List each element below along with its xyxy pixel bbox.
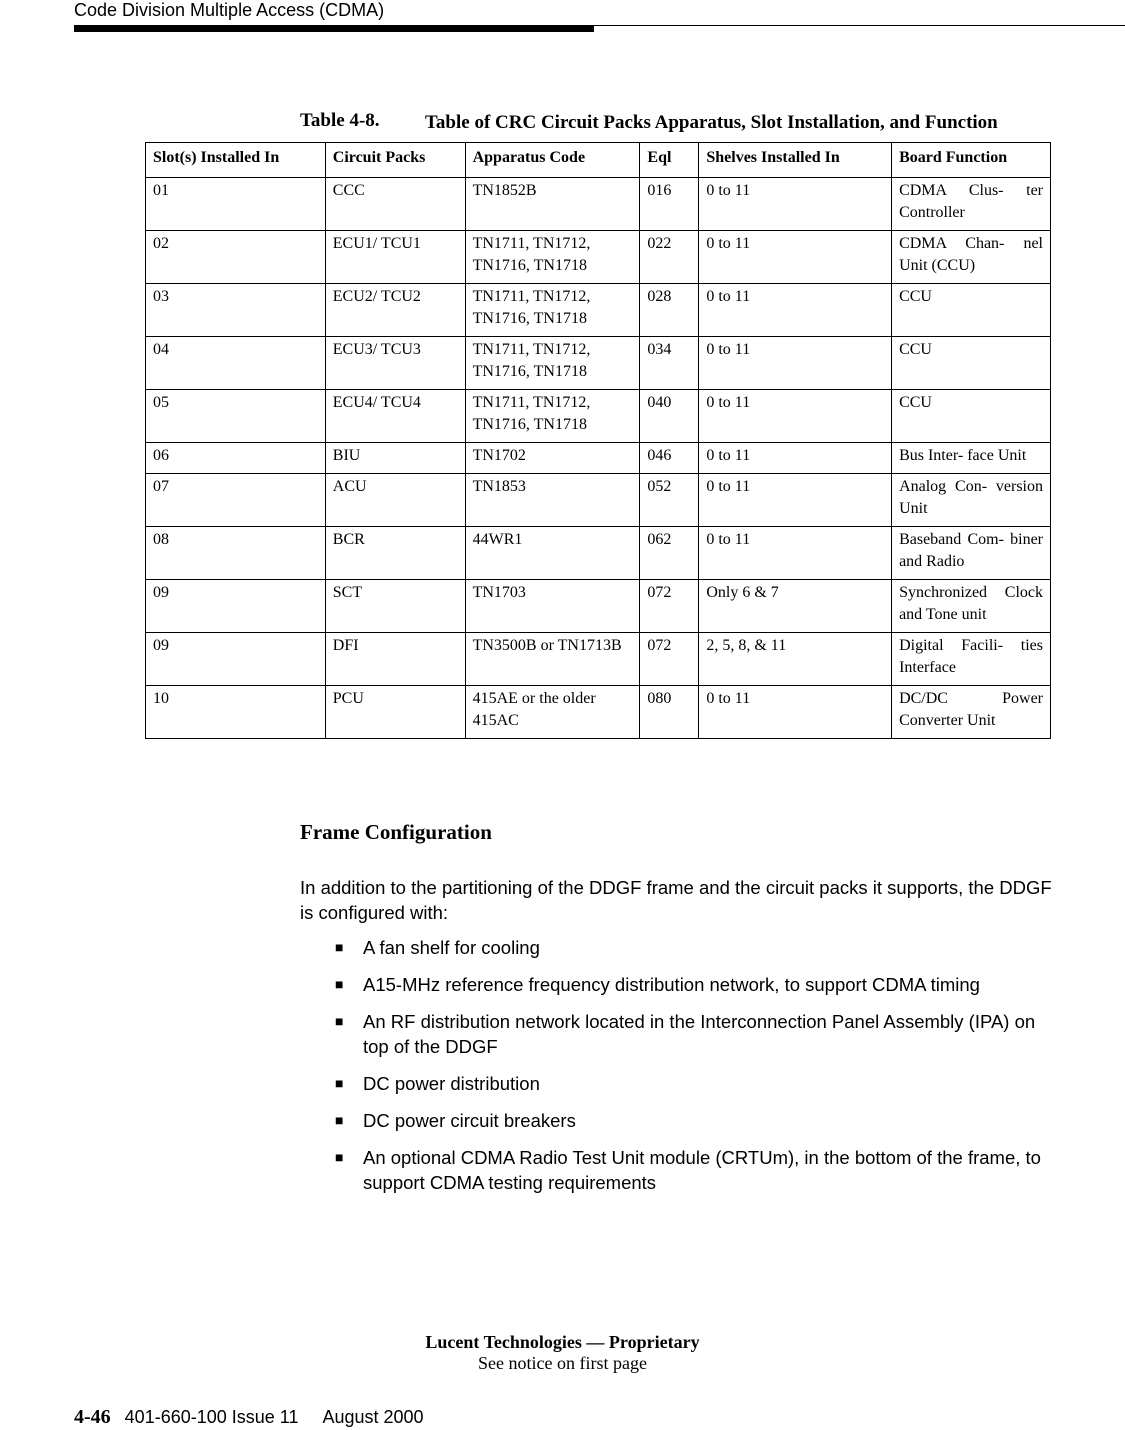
slot-cell: 01: [146, 178, 326, 231]
table-caption-number: Table 4-8.: [300, 110, 380, 131]
board-function-cell: Analog Con- version Unit: [892, 474, 1051, 527]
eql-cell: 072: [640, 633, 699, 686]
board-function-cell: CDMA Chan- nel Unit (CCU): [892, 231, 1051, 284]
board-function-cell: CCU: [892, 337, 1051, 390]
header-rule-thick: [74, 25, 594, 32]
shelves-cell: Only 6 & 7: [699, 580, 892, 633]
circuit-packs-table: [145, 142, 1051, 739]
running-header-title: Code Division Multiple Access (CDMA): [74, 0, 385, 20]
board-function-cell: Baseband Com- biner and Radio: [892, 527, 1051, 580]
circuit-pack-cell: ECU2/ TCU2: [325, 284, 465, 337]
list-item-text: A fan shelf for cooling: [363, 937, 540, 958]
list-item: [335, 1009, 1055, 1059]
list-item-text: An optional CDMA Radio Test Unit module (CRTUm), in the bottom of the frame, to support CDMA testing requirements: [363, 1147, 1041, 1193]
slot-cell: 03: [146, 284, 326, 337]
table-caption-title: Table of CRC Circuit Packs Apparatus, Slot Installation, and Function: [425, 112, 998, 133]
circuit-pack-cell: SCT: [325, 580, 465, 633]
circuit-pack-cell: BIU: [325, 443, 465, 474]
table-header-row: [146, 143, 1051, 178]
apparatus-code-cell: TN1711, TN1712, TN1716, TN1718: [465, 231, 640, 284]
black-square-bullet-icon: ■: [335, 976, 344, 992]
eql-cell: 028: [640, 284, 699, 337]
black-square-bullet-icon: ■: [335, 939, 344, 955]
slot-cell: 05: [146, 390, 326, 443]
shelves-cell: 0 to 11: [699, 284, 892, 337]
board-function-cell: Synchronized Clock and Tone unit: [892, 580, 1051, 633]
list-item: [335, 935, 1055, 960]
eql-cell: 022: [640, 231, 699, 284]
shelves-cell: 0 to 11: [699, 178, 892, 231]
section-title: Frame Configuration: [300, 820, 492, 844]
slot-cell: 02: [146, 231, 326, 284]
circuit-pack-cell: ACU: [325, 474, 465, 527]
circuit-pack-cell: ECU4/ TCU4: [325, 390, 465, 443]
section-intro-paragraph: In addition to the partitioning of the DDGF frame and the circuit packs it supports, the DDGF is configured with:: [300, 877, 1052, 923]
apparatus-code-cell: TN1853: [465, 474, 640, 527]
apparatus-code-cell: 415AE or the older 415AC: [465, 686, 640, 739]
board-function-cell: Digital Facili- ties Interface: [892, 633, 1051, 686]
eql-cell: 052: [640, 474, 699, 527]
shelves-cell: 0 to 11: [699, 686, 892, 739]
table-row: [146, 686, 1051, 739]
board-function-cell: DC/DC Power Converter Unit: [892, 686, 1051, 739]
eql-cell: 072: [640, 580, 699, 633]
page-number: 4-46: [74, 1406, 111, 1428]
list-item: [335, 972, 1055, 997]
black-square-bullet-icon: ■: [335, 1112, 344, 1128]
apparatus-code-cell: TN1852B: [465, 178, 640, 231]
circuit-pack-cell: PCU: [325, 686, 465, 739]
list-item-text: DC power distribution: [363, 1073, 540, 1094]
table-row: [146, 443, 1051, 474]
black-square-bullet-icon: ■: [335, 1075, 344, 1091]
slot-cell: 10: [146, 686, 326, 739]
board-function-cell: CCU: [892, 284, 1051, 337]
table-row: [146, 474, 1051, 527]
apparatus-code-cell: TN3500B or TN1713B: [465, 633, 640, 686]
eql-cell: 040: [640, 390, 699, 443]
column-header: Slot(s) Installed In: [146, 143, 326, 178]
shelves-cell: 0 to 11: [699, 474, 892, 527]
circuit-pack-cell: DFI: [325, 633, 465, 686]
circuit-pack-cell: ECU1/ TCU1: [325, 231, 465, 284]
shelves-cell: 0 to 11: [699, 231, 892, 284]
apparatus-code-cell: TN1711, TN1712, TN1716, TN1718: [465, 337, 640, 390]
table-row: [146, 337, 1051, 390]
list-item: [335, 1108, 1055, 1133]
feature-bullet-list: [335, 935, 1055, 1207]
page-footer: [74, 1406, 424, 1429]
slot-cell: 04: [146, 337, 326, 390]
circuit-pack-cell: CCC: [325, 178, 465, 231]
slot-cell: 08: [146, 527, 326, 580]
table-row: [146, 178, 1051, 231]
shelves-cell: 2, 5, 8, & 11: [699, 633, 892, 686]
eql-cell: 034: [640, 337, 699, 390]
shelves-cell: 0 to 11: [699, 390, 892, 443]
board-function-cell: CDMA Clus- ter Controller: [892, 178, 1051, 231]
publication-date: August 2000: [322, 1407, 424, 1427]
slot-cell: 09: [146, 633, 326, 686]
circuit-pack-cell: BCR: [325, 527, 465, 580]
apparatus-code-cell: TN1711, TN1712, TN1716, TN1718: [465, 284, 640, 337]
board-function-cell: CCU: [892, 390, 1051, 443]
footer-notice: See notice on first page: [478, 1353, 647, 1373]
black-square-bullet-icon: ■: [335, 1013, 344, 1029]
table-row: [146, 580, 1051, 633]
eql-cell: 046: [640, 443, 699, 474]
apparatus-code-cell: TN1702: [465, 443, 640, 474]
table-row: [146, 527, 1051, 580]
slot-cell: 07: [146, 474, 326, 527]
slot-cell: 06: [146, 443, 326, 474]
shelves-cell: 0 to 11: [699, 527, 892, 580]
document-issue: 401-660-100 Issue 11: [124, 1407, 299, 1427]
black-square-bullet-icon: ■: [335, 1149, 344, 1165]
header-rule-thin: [594, 25, 1125, 26]
table-row: [146, 633, 1051, 686]
list-item: [335, 1145, 1055, 1195]
apparatus-code-cell: 44WR1: [465, 527, 640, 580]
board-function-cell: Bus Inter- face Unit: [892, 443, 1051, 474]
table-row: [146, 284, 1051, 337]
shelves-cell: 0 to 11: [699, 337, 892, 390]
column-header: Apparatus Code: [465, 143, 640, 178]
table-row: [146, 390, 1051, 443]
list-item-text: An RF distribution network located in the Interconnection Panel Assembly (IPA) on top of the DDGF: [363, 1011, 1036, 1057]
circuit-pack-cell: ECU3/ TCU3: [325, 337, 465, 390]
eql-cell: 080: [640, 686, 699, 739]
shelves-cell: 0 to 11: [699, 443, 892, 474]
list-item: [335, 1071, 1055, 1096]
eql-cell: 016: [640, 178, 699, 231]
column-header: Board Function: [892, 143, 1051, 178]
column-header: Eql: [640, 143, 699, 178]
slot-cell: 09: [146, 580, 326, 633]
apparatus-code-cell: TN1711, TN1712, TN1716, TN1718: [465, 390, 640, 443]
table-row: [146, 231, 1051, 284]
column-header: Circuit Packs: [325, 143, 465, 178]
list-item-text: A15-MHz reference frequency distribution network, to support CDMA timing: [363, 974, 980, 995]
eql-cell: 062: [640, 527, 699, 580]
list-item-text: DC power circuit breakers: [363, 1110, 576, 1131]
column-header: Shelves Installed In: [699, 143, 892, 178]
apparatus-code-cell: TN1703: [465, 580, 640, 633]
footer-company: Lucent Technologies — Proprietary: [425, 1332, 700, 1352]
